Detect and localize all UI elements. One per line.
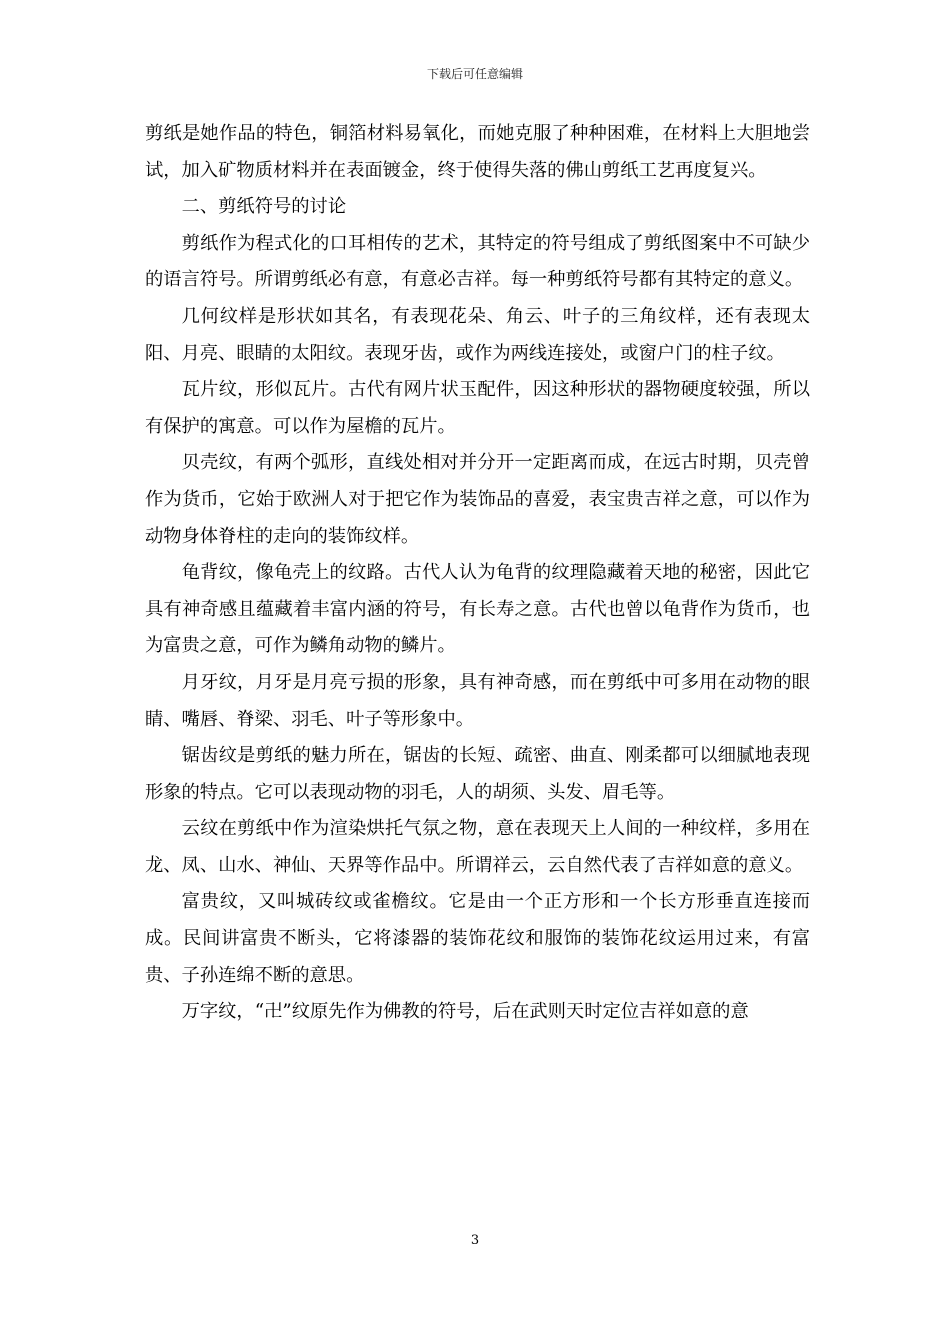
paragraph: 龟背纹，像龟壳上的纹路。古代人认为龟背的纹理隐藏着天地的秘密，因此它具有神奇感且蕴藏着丰富内涵的符号，有长寿之意。古代也曾以龟背作为货币，也为富贵之意，可作为鳞角动物的鳞片。	[145, 562, 810, 657]
section-heading: 二、剪纸符号的讨论	[181, 196, 347, 218]
paragraph: 富贵纹，又叫城砖纹或雀檐纹。它是由一个正方形和一个长方形垂直连接而成。民间讲富贵不断头，它将漆器的装饰花纹和服饰的装饰花纹运用过来，有富贵、子孙连绵不断的意思。	[145, 891, 810, 986]
paragraph: 贝壳纹，有两个弧形，直线处相对并分开一定距离而成，在远古时期，贝壳曾作为货币，它始于欧洲人对于把它作为装饰品的喜爱，表宝贵吉祥之意，可以作为动物身体脊柱的走向的装饰纹样。	[145, 452, 810, 547]
paragraph: 几何纹样是形状如其名，有表现花朵、角云、叶子的三角纹样，还有表现太阳、月亮、眼睛的太阳纹。表现牙齿，或作为两线连接处，或窗户门的柱子纹。	[145, 305, 810, 364]
paragraph: 瓦片纹，形似瓦片。古代有网片状玉配件，因这种形状的器物硬度较强，所以有保护的寓意。可以作为屋檐的瓦片。	[145, 379, 810, 437]
page-header: 下载后可任意编辑	[426, 67, 523, 81]
paragraph: 剪纸作为程式化的口耳相传的艺术，其特定的符号组成了剪纸图案中不可缺少的语言符号。所谓剪纸必有意，有意必吉祥。每一种剪纸符号都有其特定的意义。	[145, 232, 810, 291]
paragraph: 万字纹，“卍”纹原先作为佛教的符号，后在武则天时定位吉祥如意的意	[181, 1001, 749, 1023]
document-body	[145, 116, 810, 1031]
page-number: 3	[470, 1233, 480, 1248]
paragraph-continued: 剪纸是她作品的特色，铜箔材料易氧化，而她克服了种种困难，在材料上大胆地尝试，加入矿物质材料并在表面镀金，终于使得失落的佛山剪纸工艺再度复兴。	[145, 123, 810, 181]
paragraph: 月牙纹，月牙是月亮亏损的形象，具有神奇感，而在剪纸中可多用在动物的眼睛、嘴唇、脊梁、羽毛、叶子等形象中。	[145, 671, 810, 730]
paragraph: 云纹在剪纸中作为渲染烘托气氛之物，意在表现天上人间的一种纹样，多用在龙、凤、山水、神仙、天界等作品中。所谓祥云，云自然代表了吉祥如意的意义。	[145, 818, 810, 876]
paragraph: 锯齿纹是剪纸的魅力所在，锯齿的长短、疏密、曲直、刚柔都可以细腻地表现形象的特点。它可以表现动物的羽毛，人的胡须、头发、眉毛等。	[145, 745, 810, 803]
